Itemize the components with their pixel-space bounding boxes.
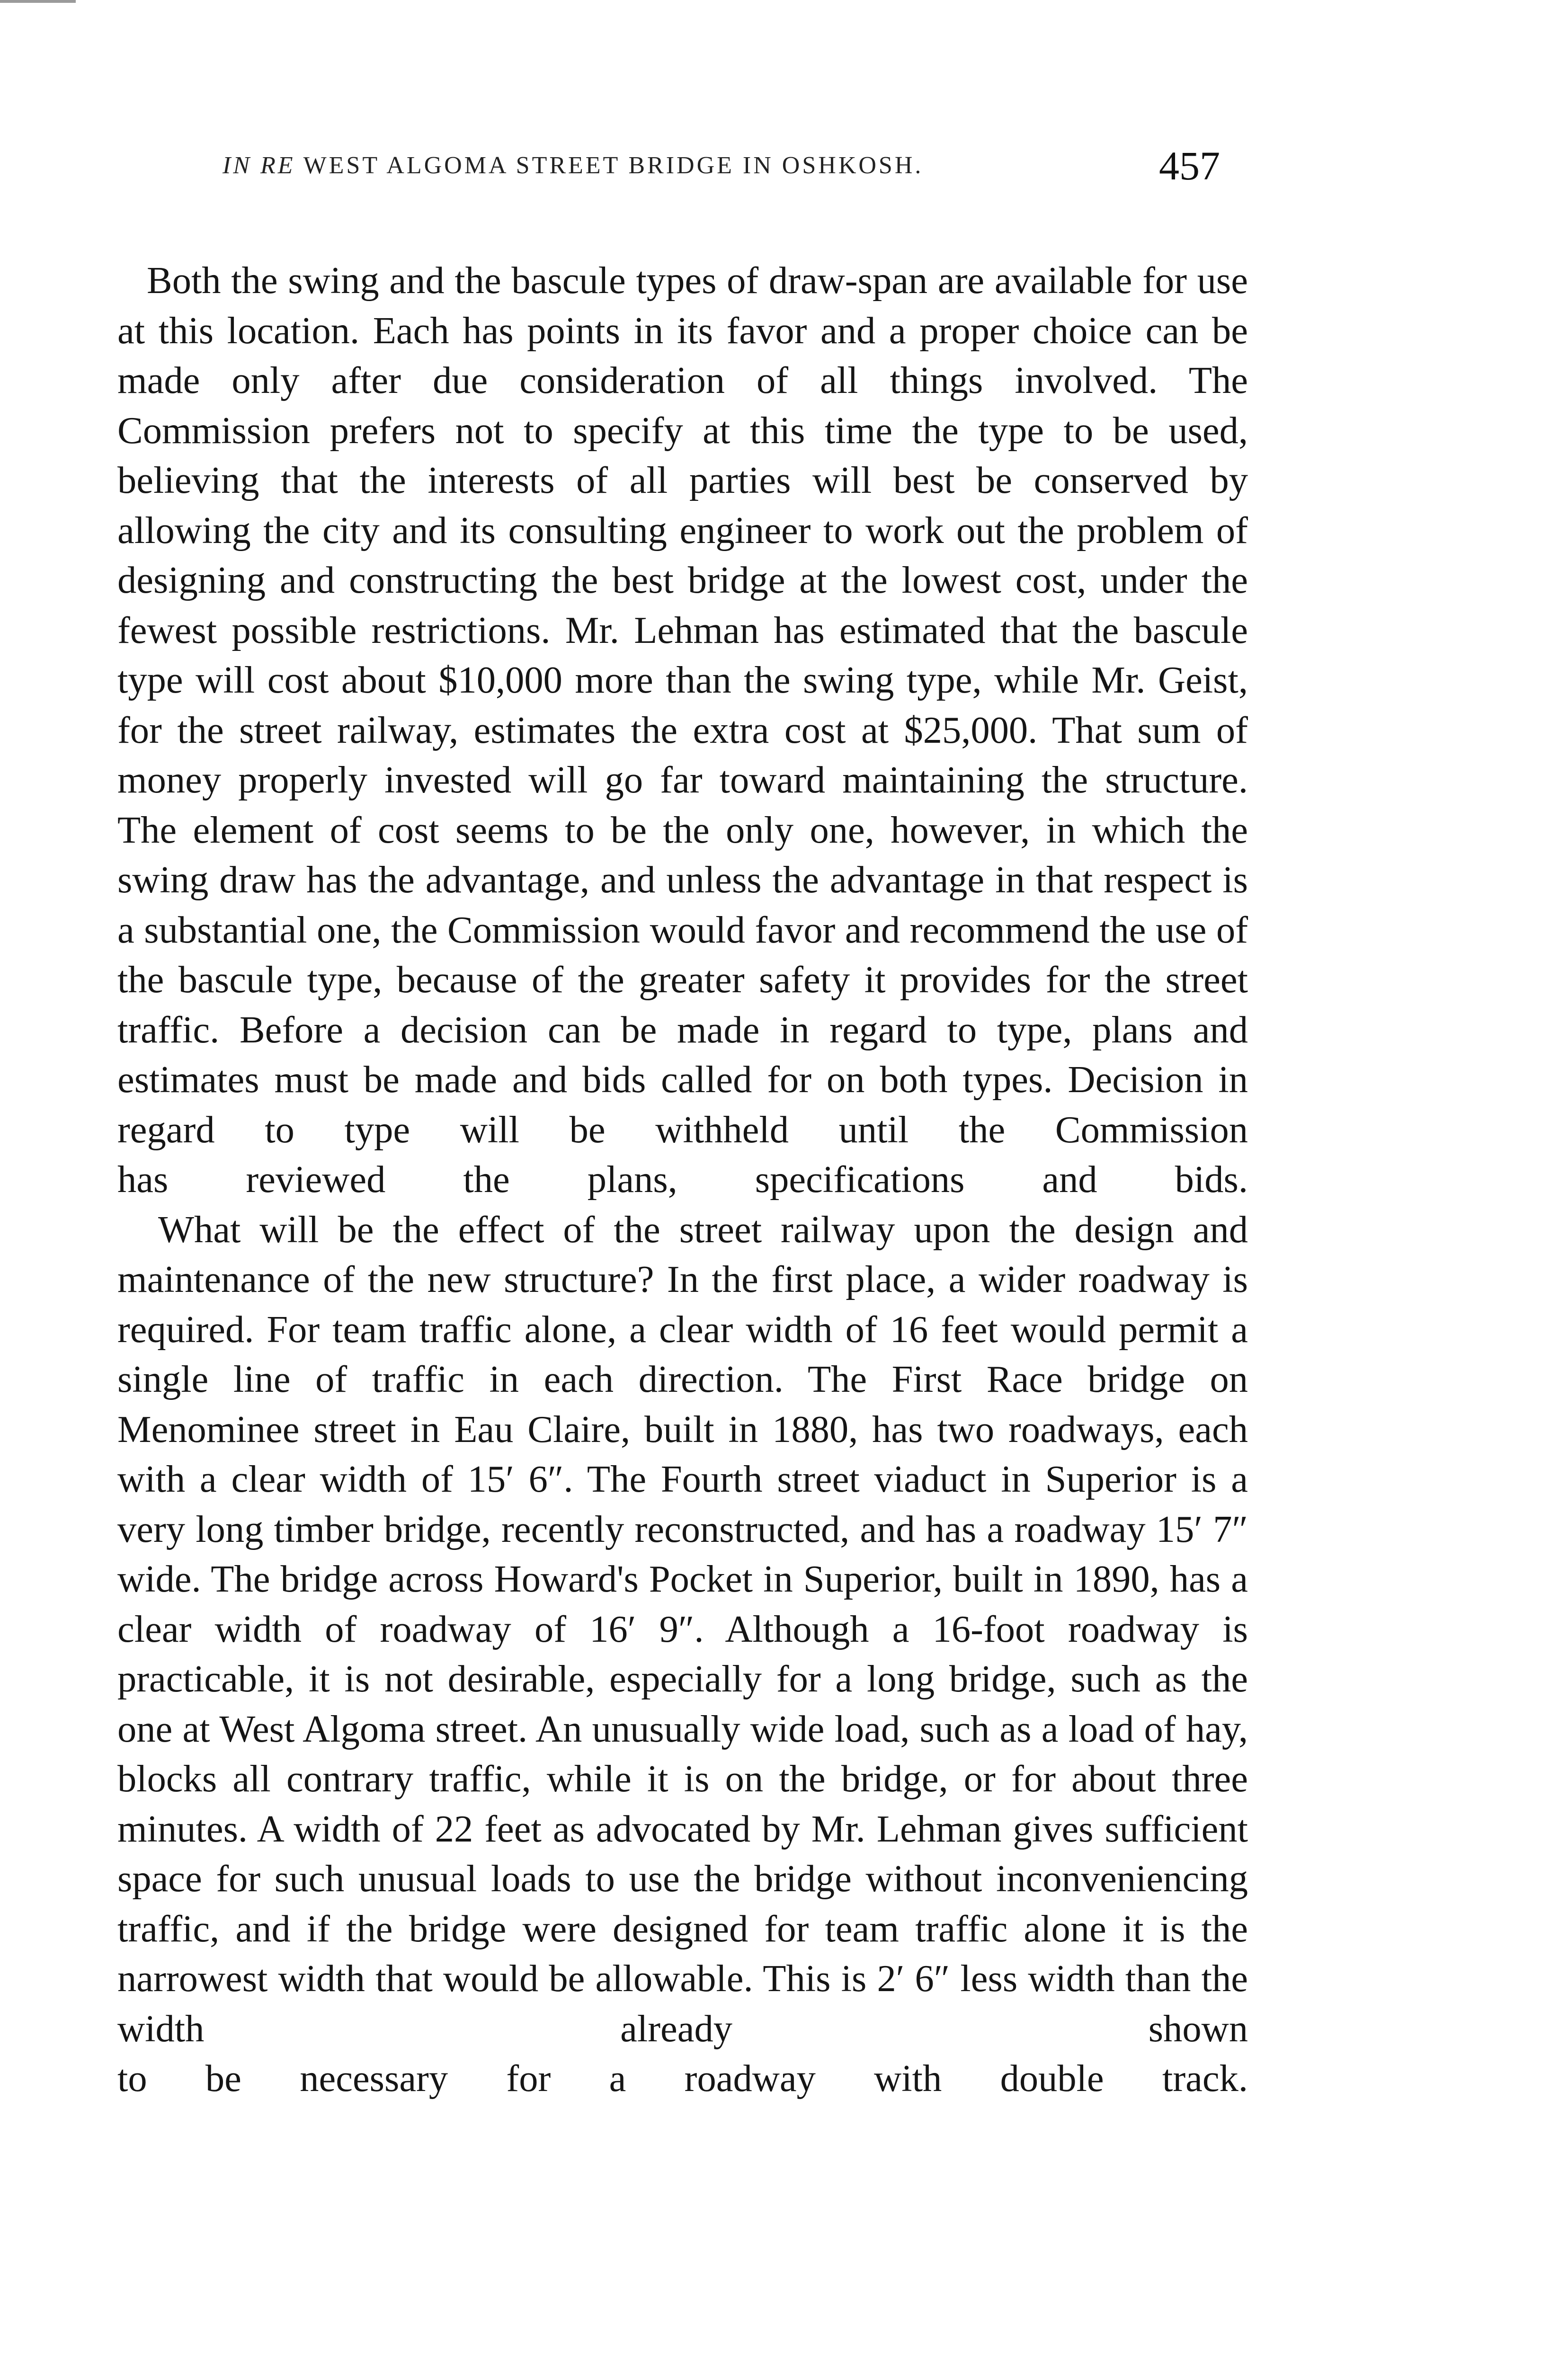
running-head-title: WEST ALGOMA STREET BRIDGE IN OSHKOSH. xyxy=(295,152,924,179)
paragraph-draw-span-types xyxy=(117,256,1248,1155)
paragraph-last-line: has reviewed the plans, specifications and bids. xyxy=(117,1158,1248,1201)
paragraph-lead: Both the swing and the bascule types of draw-span are available for use at this location. Each has points in its favor and a proper choice can be made only after due consideration of all things involved. The Commission prefers not to specify at this time the type to be used, believing that the interests of all parties will best be conserved by allowing the city and its consulting engineer to work out the problem of designing and constructing the best bridge at the lowest cost, under the fewest possible restrictions. Mr. Lehman has estimated that the bascule type will cost about $10,000 more than the swing type, while Mr. Geist, for the street railway, estimates the extra cost at $25,000. That sum of money properly invested will go far toward maintaining the structure. The element of cost seems to be the only one, however, in which the swing draw has the advantage, and unless the advantage in that respect is a substantial one, the Commission would favor and recommend the use of the bascule type, because of the greater safety it provides for the street traffic. Before a decision can be made in regard to type, plans and estimates must be made and bids called for on both types. Decision in regard to type will be withheld until the Commission xyxy=(117,259,1248,1151)
paragraph-street-railway-effect xyxy=(117,1205,1248,2054)
page-number: 457 xyxy=(1159,143,1220,188)
body-text xyxy=(117,256,1248,2104)
paragraph-lead: What will be the effect of the street railway upon the design and maintenance of the new structure? In the first place, a wider roadway is required. For team traffic alone, a clear width of 16 feet would permit a single line of traffic in each direction. The First Race bridge on Menominee street in Eau Claire, built in 1880, has two roadways, each with a clear width of 15′ 6″. The Fourth street viaduct in Superior is a very long timber bridge, recently reconstructed, and has a roadway 15′ 7″ wide. The bridge across Howard's Pocket in Superior, built in 1890, has a clear width of roadway of 16′ 9″. Although a 16-foot roadway is practicable, it is not desirable, especially for a long bridge, such as the one at West Algoma street. An unusually wide load, such as a load of hay, blocks all contrary traffic, while it is on the bridge, or for about three minutes. A width of 22 feet as advocated by Mr. Lehman gives sufficient space for such unusual loads to use the bridge without inconveniencing traffic, and if the bridge were designed for team traffic alone it is the narrowest width that would be allowable. This is 2′ 6″ less width than the width already shown xyxy=(117,1208,1248,2050)
running-head-prefix: IN RE xyxy=(223,152,295,179)
running-head xyxy=(223,151,1245,179)
paragraph-last-line: to be necessary for a roadway with double track. xyxy=(117,2057,1248,2100)
scan-edge-mark xyxy=(0,0,76,3)
